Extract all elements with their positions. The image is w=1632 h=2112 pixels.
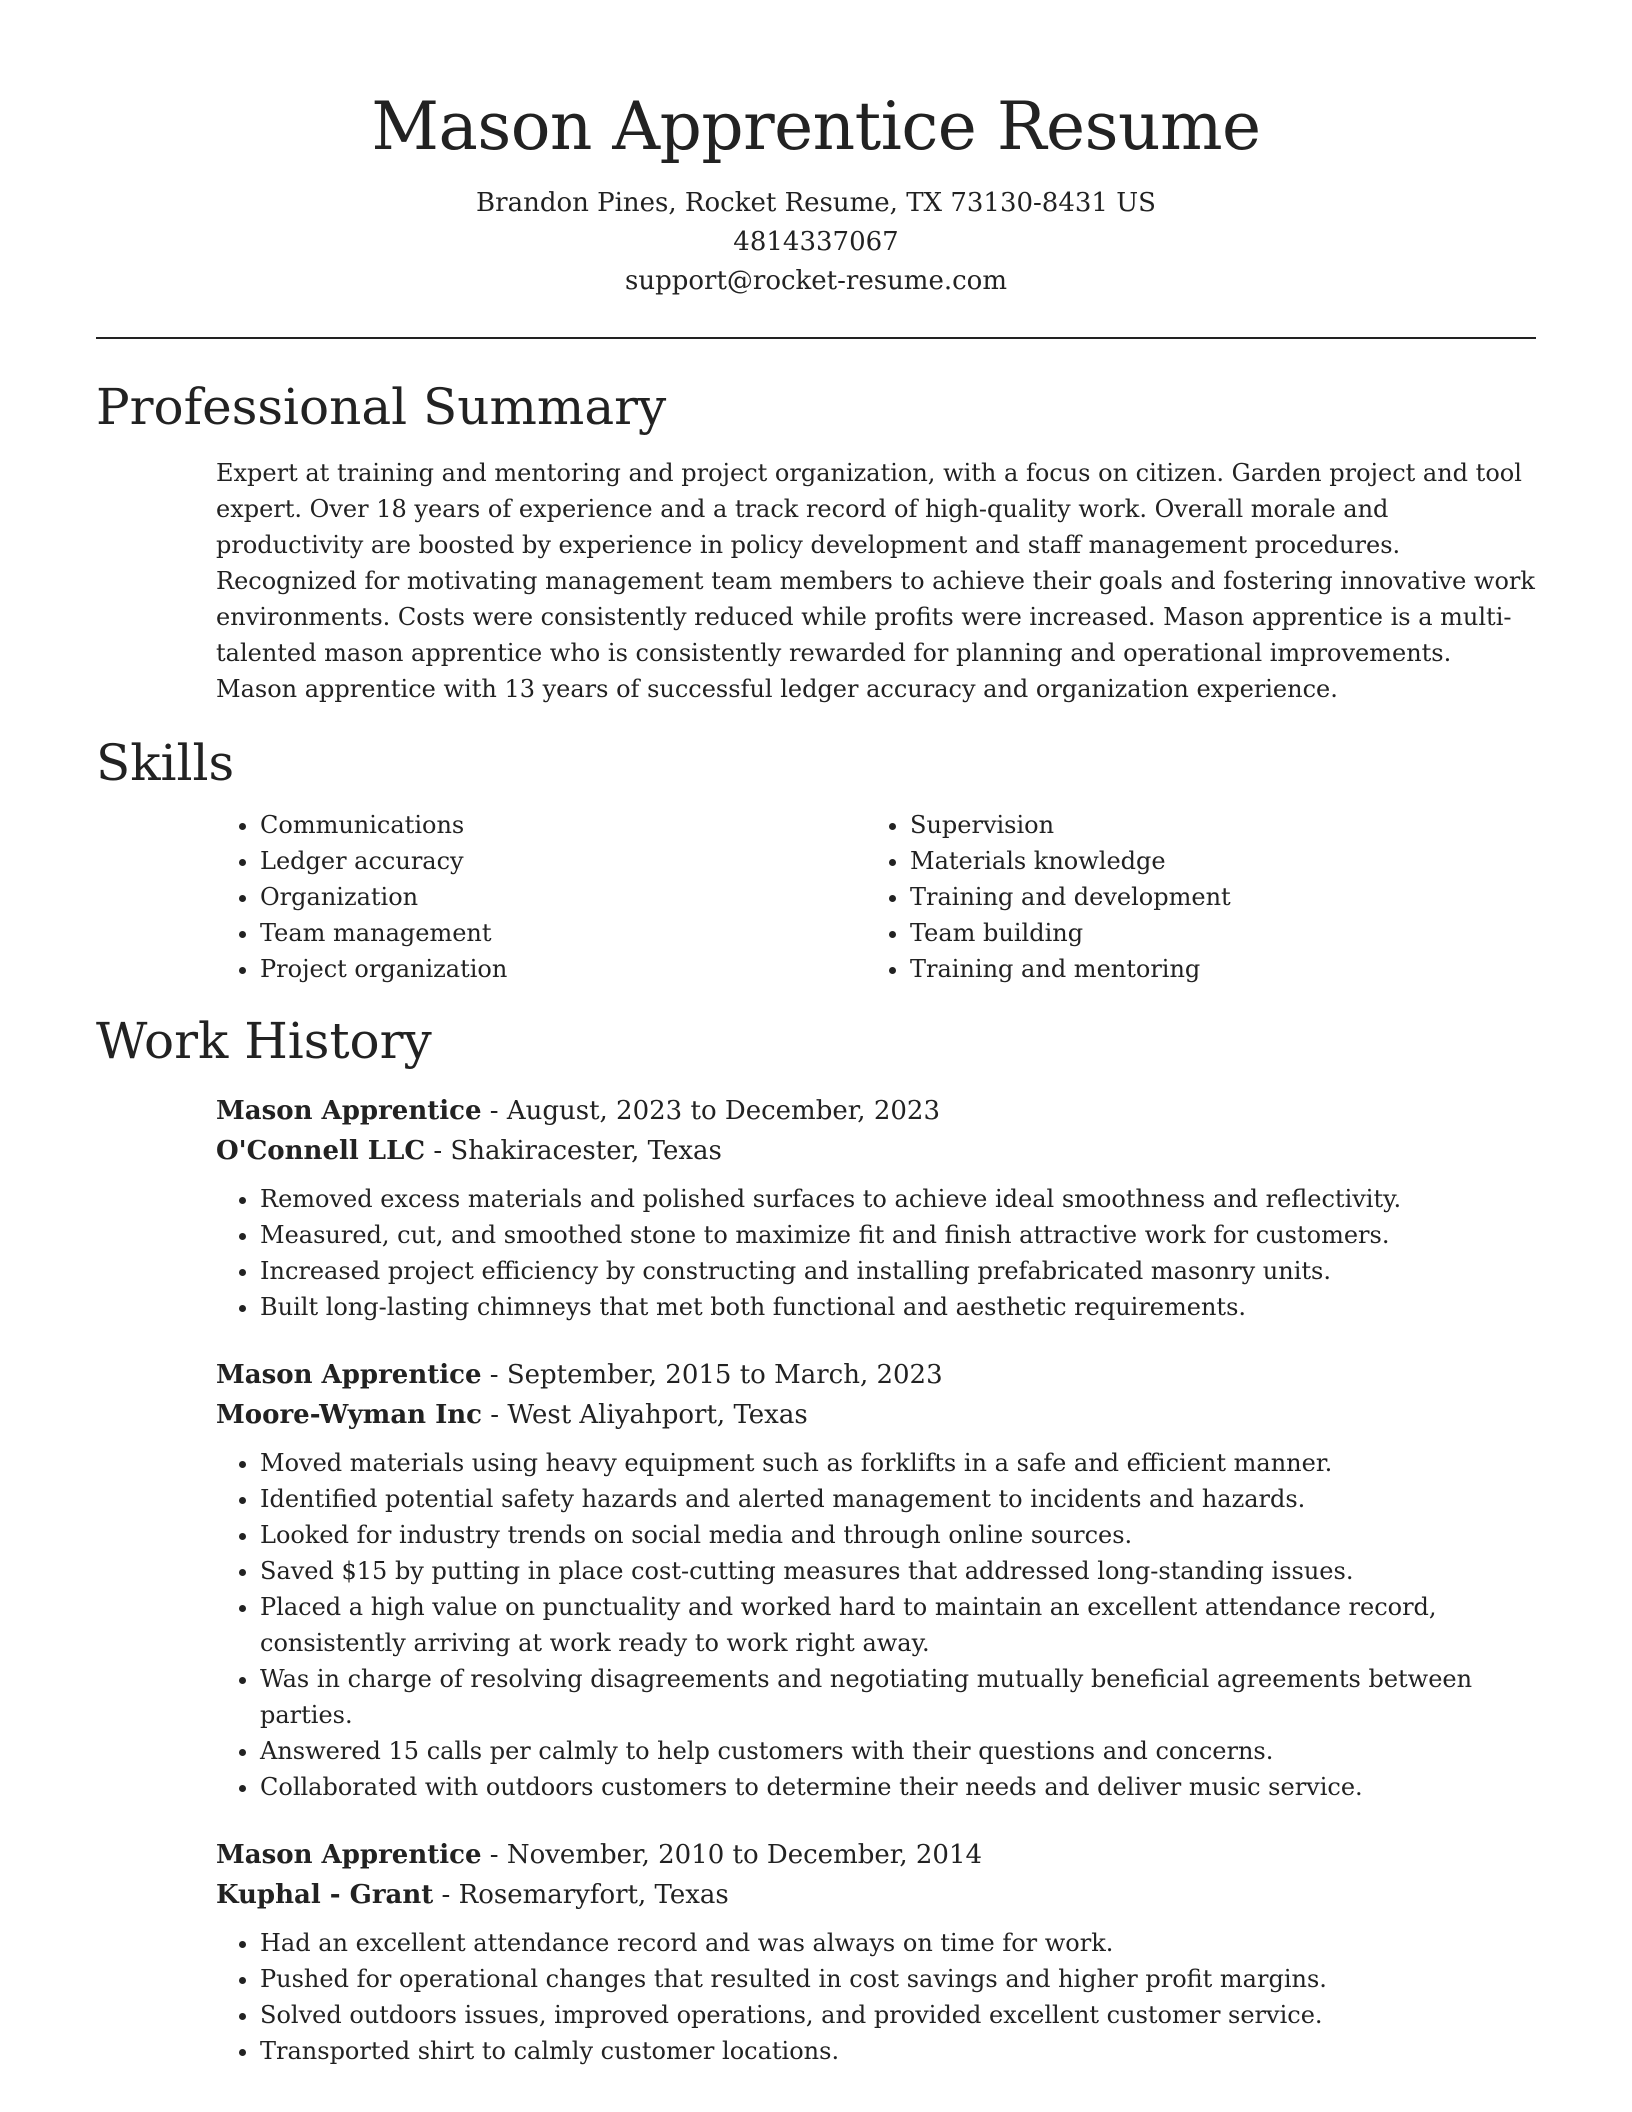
job-duty: • Saved $15 by putting in place cost-cutting measures that addressed long-standing issues. <box>260 1553 1536 1589</box>
header-divider <box>96 337 1536 339</box>
contact-phone: 4814337067 <box>733 227 899 257</box>
skill-item: • Training and development <box>910 879 1466 915</box>
job-dates: September, 2015 to March, 2023 <box>506 1360 943 1390</box>
job-duties <box>216 1181 1536 1325</box>
skill-item: • Ledger accuracy <box>260 843 866 879</box>
job-duty: • Pushed for operational changes that resulted in cost savings and higher profit margins. <box>260 1961 1536 1997</box>
job-location: Rosemaryfort, Texas <box>458 1880 729 1910</box>
job-duty: • Placed a high value on punctuality and worked hard to maintain an excellent attendance record, consistently arriving at work ready to work right away. <box>260 1589 1536 1661</box>
skills-column-left <box>216 807 866 987</box>
skill-item: • Materials knowledge <box>910 843 1466 879</box>
job-duty: • Looked for industry trends on social media and through online sources. <box>260 1517 1536 1553</box>
work-history-heading: Work History <box>96 1012 432 1070</box>
job-company-line: Moore-Wyman Inc - West Aliyahport, Texas <box>216 1400 808 1430</box>
job-duty: • Removed excess materials and polished surfaces to achieve ideal smoothness and reflectivity. <box>260 1181 1536 1217</box>
job-duties <box>216 1925 1536 2069</box>
skill-item: • Supervision <box>910 807 1466 843</box>
summary-heading: Professional Summary <box>96 378 667 436</box>
job-title-line: Mason Apprentice - November, 2010 to December, 2014 <box>216 1840 983 1870</box>
job-duty: • Transported shirt to calmly customer locations. <box>260 2033 1536 2069</box>
job-duty: • Increased project efficiency by constructing and installing prefabricated masonry units. <box>260 1253 1536 1289</box>
skill-item: • Project organization <box>260 951 866 987</box>
job-duties <box>216 1445 1536 1805</box>
summary-text: Expert at training and mentoring and project organization, with a focus on citizen. Garden project and tool expert. Over 18 years of experience and a track record of high-quality work. Overall morale and productivity are boosted by experience in policy development and staff management procedures. Recognized for motivating management team members to achieve their goals and fostering innovative work environments. Costs were consistently reduced while profits were increased. Mason apprentice is a multi-talented mason apprentice who is consistently rewarded for planning and operational improvements. Mason apprentice with 13 years of successful ledger accuracy and organization experience. <box>216 459 1535 703</box>
job-company: Moore-Wyman Inc <box>216 1400 483 1430</box>
job-duty: • Solved outdoors issues, improved operations, and provided excellent customer service. <box>260 1997 1536 2033</box>
job-title-line: Mason Apprentice - August, 2023 to December, 2023 <box>216 1096 940 1126</box>
skills-list <box>216 807 1536 987</box>
skills-column-right <box>866 807 1466 987</box>
job-entry <box>216 1091 1536 1325</box>
job-dates: August, 2023 to December, 2023 <box>506 1096 940 1126</box>
skills-heading: Skills <box>96 734 235 792</box>
job-duty: • Measured, cut, and smoothed stone to maximize fit and finish attractive work for customers. <box>260 1217 1536 1253</box>
job-duty: • Had an excellent attendance record and was always on time for work. <box>260 1925 1536 1961</box>
contact-address: Brandon Pines, Rocket Resume, TX 73130-8431 US <box>476 188 1156 218</box>
job-duty: • Was in charge of resolving disagreements and negotiating mutually beneficial agreements between parties. <box>260 1661 1536 1733</box>
job-company-line: Kuphal - Grant - Rosemaryfort, Texas <box>216 1880 729 1910</box>
contact-block <box>96 184 1536 301</box>
job-duty: • Built long-lasting chimneys that met both functional and aesthetic requirements. <box>260 1289 1536 1325</box>
job-duty: • Identified potential safety hazards and alerted management to incidents and hazards. <box>260 1481 1536 1517</box>
job-location: West Aliyahport, Texas <box>507 1400 808 1430</box>
job-company: O'Connell LLC <box>216 1136 426 1166</box>
contact-email: support@rocket-resume.com <box>624 266 1007 296</box>
job-location: Shakiracester, Texas <box>450 1136 722 1166</box>
resume-page <box>96 0 1536 2069</box>
job-role: Mason Apprentice <box>216 1840 482 1870</box>
job-entry <box>216 1835 1536 2069</box>
job-company: Kuphal - Grant <box>216 1880 434 1910</box>
job-duty: • Collaborated with outdoors customers to determine their needs and deliver music service. <box>260 1769 1536 1805</box>
job-role: Mason Apprentice <box>216 1360 482 1390</box>
job-entry <box>216 1355 1536 1805</box>
job-role: Mason Apprentice <box>216 1096 482 1126</box>
skill-item: • Communications <box>260 807 866 843</box>
job-dates: November, 2010 to December, 2014 <box>506 1840 983 1870</box>
job-duty: • Answered 15 calls per calmly to help customers with their questions and concerns. <box>260 1733 1536 1769</box>
job-title-line: Mason Apprentice - September, 2015 to March, 2023 <box>216 1360 943 1390</box>
skill-item: • Training and mentoring <box>910 951 1466 987</box>
skill-item: • Team building <box>910 915 1466 951</box>
job-company-line: O'Connell LLC - Shakiracester, Texas <box>216 1136 722 1166</box>
skill-item: • Organization <box>260 879 866 915</box>
job-duty: • Moved materials using heavy equipment such as forklifts in a safe and efficient manner. <box>260 1445 1536 1481</box>
skill-item: • Team management <box>260 915 866 951</box>
resume-title: Mason Apprentice Resume <box>371 88 1261 165</box>
